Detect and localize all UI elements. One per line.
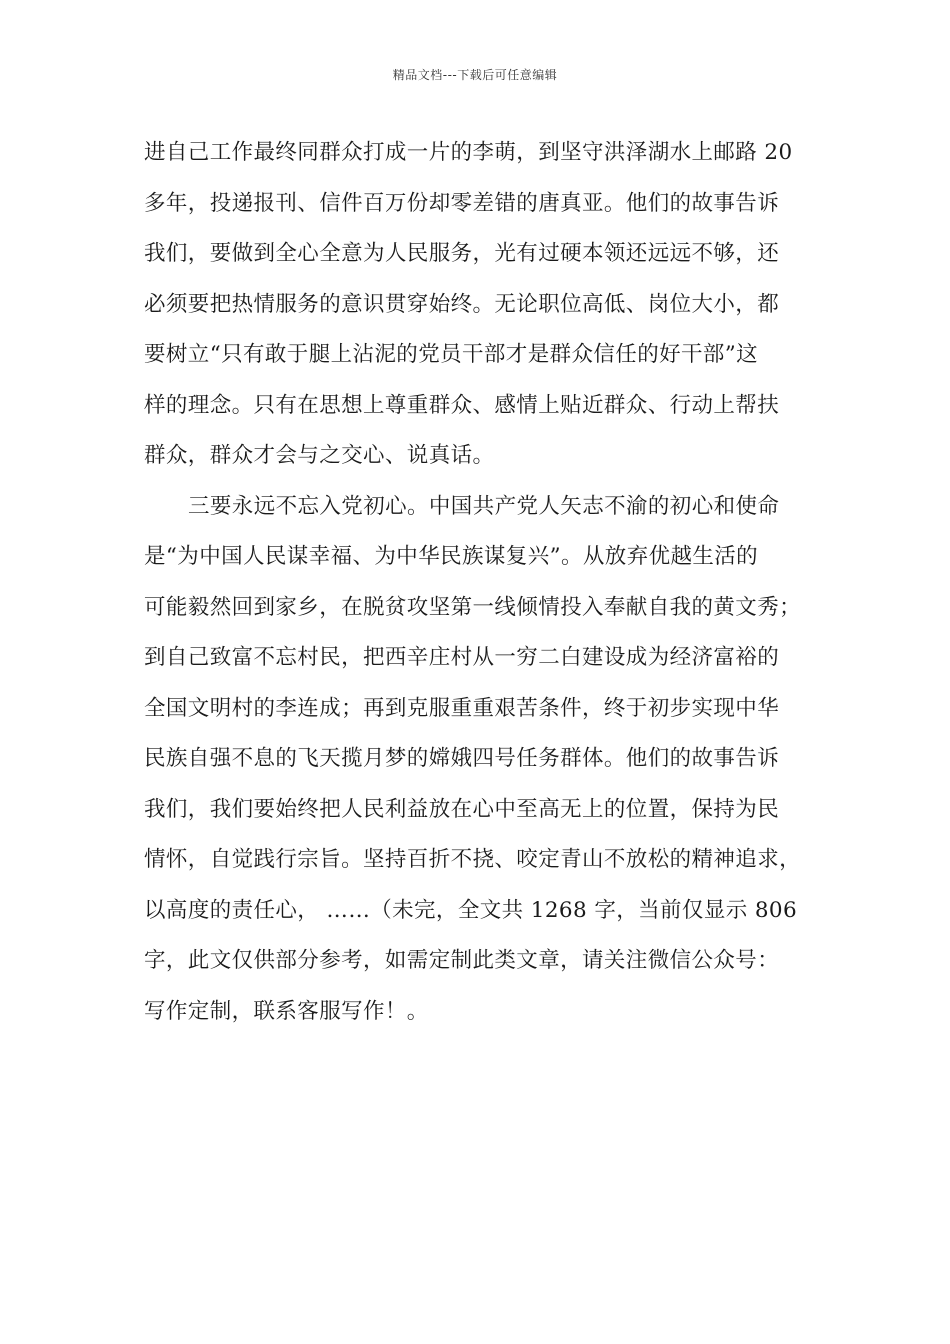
text-line: 是“为中国人民谋幸福、为中华民族谋复兴”。从放弃优越生活的 (144, 544, 759, 569)
text-line: 字，此文仅供部分参考，如需定制此类文章，请关注微信公众号： (144, 948, 780, 973)
text-line: 我们，我们要始终把人民利益放在心中至高无上的位置，保持为民 (144, 796, 780, 822)
text-line: 三要永远不忘入党初心。中国共产党人矢志不渝的初心和使命 (188, 493, 780, 519)
paragraph-1 (144, 135, 814, 489)
text-line: 群众，群众才会与之交心、说真话。 (144, 443, 495, 468)
text-line: 以高度的责任心， ……（未完，全文共 1268 字，当前仅显示 806 (144, 897, 798, 923)
text-line: 写作定制，联系客服写作！。 (144, 998, 429, 1024)
text-line: 情怀，自觉践行宗旨。坚持百折不挠、咬定青山不放松的精神追求， (144, 847, 802, 872)
page-header: 精品文档---下载后可任意编辑 (392, 68, 558, 82)
text-line: 进自己工作最终同群众打成一片的李萌，到坚守洪泽湖水上邮路 20 (144, 140, 793, 165)
text-line: 必须要把热情服务的意识贯穿始终。无论职位高低、岗位大小，都 (144, 291, 780, 317)
text-line: 样的理念。只有在思想上尊重群众、感情上贴近群众、行动上帮扶 (144, 392, 780, 418)
text-line: 民族自强不息的飞天揽月梦的嫦娥四号任务群体。他们的故事告诉 (144, 746, 780, 771)
text-line: 要树立“只有敢于腿上沾泥的党员干部才是群众信任的好干部”这 (144, 342, 759, 367)
text-line: 我们，要做到全心全意为人民服务，光有过硬本领还远远不够，还 (144, 241, 780, 266)
text-line: 多年，投递报刊、信件百万份却零差错的唐真亚。他们的故事告诉 (144, 190, 780, 216)
text-line: 可能毅然回到家乡，在脱贫攻坚第一线倾情投入奉献自我的黄文秀； (144, 594, 802, 620)
text-line: 全国文明村的李连成；再到克服重重艰苦条件，终于初步实现中华 (144, 695, 780, 721)
document-body (144, 135, 814, 1044)
paragraph-2 (144, 489, 814, 1045)
text-line: 到自己致富不忘村民，把西辛庄村从一穷二白建设成为经济富裕的 (144, 645, 780, 670)
